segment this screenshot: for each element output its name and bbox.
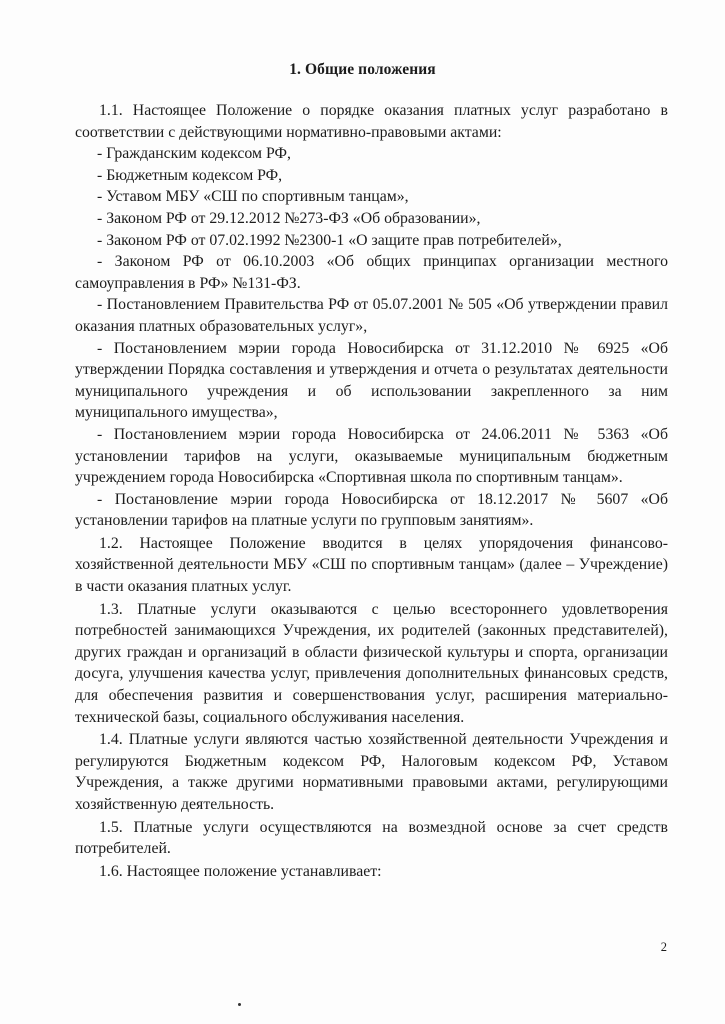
scan-speck [238, 1003, 241, 1006]
list-item-local-government-law: - Законом РФ от 06.10.2003 «Об общих принципах организации местного самоуправления в РФ» №131-ФЗ. [75, 253, 668, 292]
paragraph-1-6: 1.6. Настоящее положение устанавливает: [99, 862, 382, 880]
list-item-education-law: - Законом РФ от 29.12.2012 №273-ФЗ «Об образовании», [97, 209, 481, 227]
list-item-mayor-decree-6925: - Постановлением мэрии города Новосибирска от 31.12.2010 № 6925 «Об утверждении Порядка составления и утверждения и отчета о результатах деятельности муниципального учреждения и об использовании закрепленного за ним муниципального имущества», [75, 339, 668, 422]
list-item-consumer-law: - Законом РФ от 07.02.1992 №2300-1 «О защите прав потребителей», [97, 231, 562, 249]
section-title: 1. Общие положения [289, 61, 436, 78]
paragraph-1-3: 1.3. Платные услуги оказываются с целью всестороннего удовлетворения потребностей занимающихся Учреждения, их родителей (законных представителей), других граждан и организаций в области физической культуры и спорта, организации досуга, улучшения качества услуг, привлечения дополнительных финансовых средств, для обеспечения развития и совершенствования услуг, расширения материально-технической базы, социального обслуживания населения. [75, 600, 668, 726]
paragraph-1-4: 1.4. Платные услуги являются частью хозяйственной деятельности Учреждения и регулируются Бюджетным кодексом РФ, Налоговым кодексом РФ, Уставом Учреждения, а также другими нормативными правовыми актами, регулирующими хозяйственную деятельность. [75, 731, 668, 813]
list-item-mayor-decree-5607: - Постановление мэрии города Новосибирска от 18.12.2017 № 5607 «Об установлении тарифов на платные услуги по групповым занятиям». [75, 490, 668, 530]
paragraph-1-1: 1.1. Настоящее Положение о порядке оказания платных услуг разработано в соответствии с действующими нормативно-правовыми актами: [75, 102, 668, 141]
list-item-mayor-decree-5363: - Постановлением мэрии города Новосибирска от 24.06.2011 № 5363 «Об установлении тарифов на услуги, оказываемые муниципальным бюджетным учреждением города Новосибирска «Спортивная школа по спортивным танцам». [75, 425, 668, 487]
paragraph-1-5: 1.5. Платные услуги осуществляются на возмездной основе за счет средств потребителей. [75, 818, 668, 858]
paragraph-1-2: 1.2. Настоящее Положение вводится в целях упорядочения финансово-хозяйственной деятельности МБУ «СШ по спортивным танцам» (далее – Учреждение) в части оказания платных услуг. [75, 534, 668, 596]
document-body [75, 99, 668, 882]
page-number: 2 [660, 940, 667, 954]
list-item-charter: - Уставом МБУ «СШ по спортивным танцам», [97, 188, 409, 206]
list-item-budget-code: - Бюджетным кодексом РФ, [97, 166, 283, 184]
list-item-civil-code: - Гражданским кодексом РФ, [97, 145, 291, 163]
list-item-government-decree: - Постановлением Правительства РФ от 05.07.2001 № 505 «Об утверждении правил оказания платных образовательных услуг», [75, 296, 668, 335]
